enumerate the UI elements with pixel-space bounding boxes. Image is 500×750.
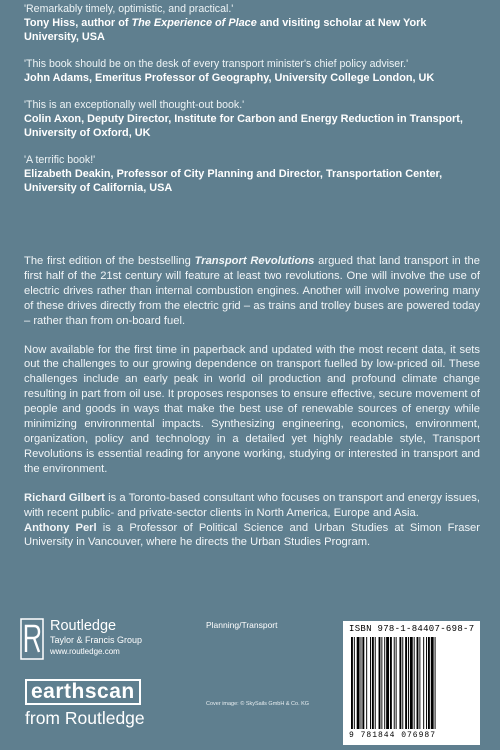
quote-attribution: Colin Axon, Deputy Director, Institute for Carbon and Energy Reduction in Transport, University of Oxford, UK	[24, 113, 463, 139]
review-quote	[24, 58, 480, 85]
author-bios	[24, 491, 480, 551]
barcode-bar	[390, 637, 392, 729]
isbn-label: ISBN 978-1-84407-698-7	[349, 624, 475, 634]
barcode-bar	[405, 637, 407, 729]
quote-attribution	[24, 16, 480, 44]
publisher-url: www.routledge.com	[50, 647, 120, 656]
barcode-bar	[386, 637, 389, 729]
description-text: The first edition of the bestselling	[24, 255, 195, 267]
barcode-bar	[417, 637, 419, 729]
routledge-emblem-icon	[20, 618, 44, 660]
book-title: Transport Revolutions	[194, 255, 315, 267]
quote-attribution: John Adams, Emeritus Professor of Geography, University College London, UK	[24, 72, 435, 84]
review-quote	[24, 154, 480, 195]
quote-text: 'Remarkably timely, optimistic, and practical.'	[24, 3, 234, 15]
author-name: Anthony Perl	[24, 521, 97, 534]
subject-category: Planning/Transport	[206, 620, 278, 630]
barcode-bar	[399, 637, 401, 729]
barcode-digits: 9 781844 076987	[349, 731, 437, 740]
book-description	[24, 254, 480, 550]
cover-image-credit: Cover image: © SkySails GmbH & Co. KG	[206, 701, 310, 707]
barcode-bar	[394, 637, 395, 729]
quote-text: 'This is an exceptionally well thought-out book.'	[24, 99, 245, 111]
publisher-group: Taylor & Francis Group	[50, 635, 143, 645]
barcode-bar	[361, 637, 362, 729]
barcode-bar	[410, 637, 413, 729]
quote-attribution: Elizabeth Deakin, Professor of City Planning and Director, Transportation Center, University of California, USA	[24, 168, 443, 194]
publisher-block	[20, 618, 190, 660]
barcode-bar	[362, 637, 364, 729]
barcode-bar	[423, 637, 424, 729]
barcode-bar	[375, 637, 376, 729]
description-text: argued that land transport in the first half of the 21st century will feature at least two revolutions. One will involve the use of electric drives rather than internal combustion engines. Another will involve powering many of these drives directly from the electric grid – as trains and trolley buses are powered today – rather than from on-board fuel.	[24, 255, 480, 327]
author-name: Richard Gilbert	[24, 491, 105, 504]
barcode-bar	[396, 637, 397, 729]
routledge-logo	[20, 618, 190, 660]
review-quotes	[24, 3, 480, 209]
description-paragraph: Now available for the first time in paperback and updated with the most recent data, it sets out the challenges to our growing dependence on transport fuelled by low-priced oil. These challenges include an early peak in world oil production and profound climate change resulting in part from oil use. It proposes responses to ensure effective, secure movement of people and goods in ways that make the best use of renewable sources of energy while minimizing environmental impacts. Synthesizing engineering, economics, environment, organization, policy and technology in a detailed yet highly readable style, Transport Revolutions is essential reading for anyone working, studying or interested in transport and the environment.	[24, 343, 480, 475]
barcode-bar	[426, 637, 427, 729]
attribution-text: and visiting scholar at New York University, USA	[24, 17, 427, 43]
publisher-name: Routledge	[50, 618, 117, 634]
barcode-bar	[357, 637, 360, 729]
imprint-name: earthscan	[25, 679, 141, 705]
review-quote	[24, 99, 480, 140]
barcode-bar	[428, 637, 430, 729]
author-bio-text: is a Toronto-based consultant who focuses on transport and energy issues, with recent public- and private-sector clients in North America, Europe and Asia.	[24, 491, 480, 519]
barcode-bar	[431, 637, 434, 729]
author-bio-text: is a Professor of Political Science and Urban Studies at Simon Fraser University in Vancouver, where he directs the Urban Studies Program.	[24, 521, 480, 549]
isbn-barcode-box	[343, 621, 480, 745]
barcode-bar	[384, 637, 385, 729]
quote-text: 'A terrific book!'	[24, 154, 96, 166]
routledge-text	[50, 618, 142, 657]
barcode-bar	[402, 637, 403, 729]
barcode-bar	[370, 637, 371, 729]
barcode-bar	[435, 637, 436, 729]
barcode-bar	[414, 637, 415, 729]
imprint-subtitle: from Routledge	[25, 708, 145, 728]
review-quote	[24, 3, 480, 44]
description-paragraph	[24, 254, 480, 329]
attribution-text: Tony Hiss, author of	[24, 17, 132, 29]
barcode-bar	[372, 637, 374, 729]
barcode-bar	[408, 637, 409, 729]
author-bio	[24, 521, 480, 551]
barcode-bar	[419, 637, 420, 729]
barcode-bar	[381, 637, 382, 729]
barcode-bar	[351, 637, 353, 729]
attribution-book-title: The Experience of Place	[131, 17, 257, 29]
earthscan-logo	[25, 679, 145, 729]
quote-text: 'This book should be on the desk of every transport minister's chief policy adviser.'	[24, 58, 409, 70]
barcode-bar	[366, 637, 367, 729]
barcode-bar	[379, 637, 381, 729]
barcode-icon	[349, 637, 474, 731]
author-bio	[24, 491, 480, 521]
barcode-bar	[354, 637, 355, 729]
